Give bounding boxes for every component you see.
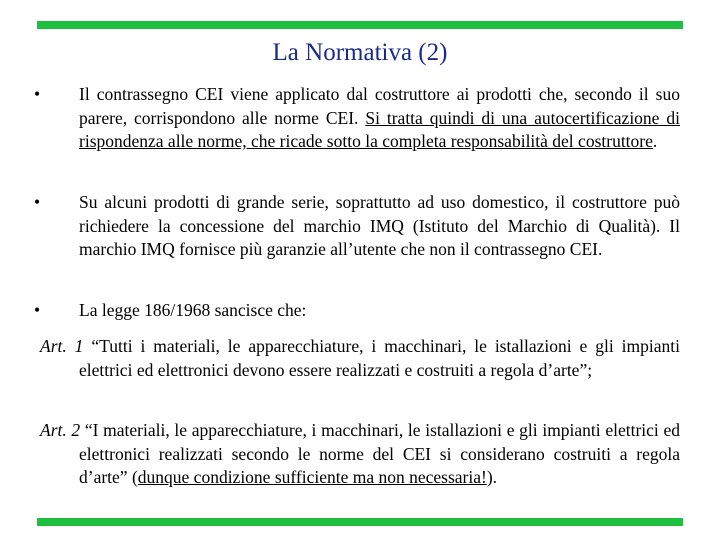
slide-title: La Normativa (2) [272, 39, 448, 66]
bullet-item [34, 191, 680, 262]
bullet-item [34, 83, 680, 154]
bullet-item [34, 299, 680, 323]
bullet-text-underlined: Si tratta quindi di una autocertificazione di rispondenza alle norme, che ricade sotto la completa responsabilità del costruttore [79, 107, 680, 151]
article-text: “Tutti i materiali, le apparecchiature, i macchinari, le istallazioni e gli impianti elettrici ed elettronici devono essere realizzati e costruiti a regola d’arte”; [79, 336, 680, 380]
article-text-underlined: dunque condizione sufficiente ma non necessaria! [137, 467, 487, 487]
article-item [40, 419, 680, 490]
bullet-text-end: . [652, 131, 658, 151]
top-divider-bar [37, 21, 683, 29]
article-label: Art. 1 [40, 336, 84, 356]
bullet-mark: • [34, 300, 41, 320]
article-text-end: ). [486, 467, 498, 487]
article-label: Art. 2 [40, 420, 81, 440]
bullet-mark: • [34, 84, 41, 104]
bullet-mark: • [34, 192, 41, 212]
bullet-text: La legge 186/1968 sancisce che: [79, 300, 307, 320]
article-text: “I materiali, le apparecchiature, i macchinari, le istallazioni e gli impianti elettrici ed elettronici realizzati secondo le norme del CEI si considerano costruiti a regola d’arte” ( [79, 420, 680, 487]
bullet-text [79, 83, 680, 154]
bullet-text: Su alcuni prodotti di grande serie, soprattutto ad uso domestico, il costruttore può richiedere la concessione del marchio IMQ (Istituto del Marchio di Qualità). Il marchio IMQ fornisce più garanzie all’utente che non il contrassegno CEI. [79, 192, 680, 259]
bullet-text-plain: Il contrassegno CEI viene applicato dal costruttore ai prodotti che, secondo il suo parere, corrispondono alle norme CEI. [79, 84, 680, 128]
bottom-divider-bar [37, 518, 683, 526]
article-item [40, 335, 680, 382]
